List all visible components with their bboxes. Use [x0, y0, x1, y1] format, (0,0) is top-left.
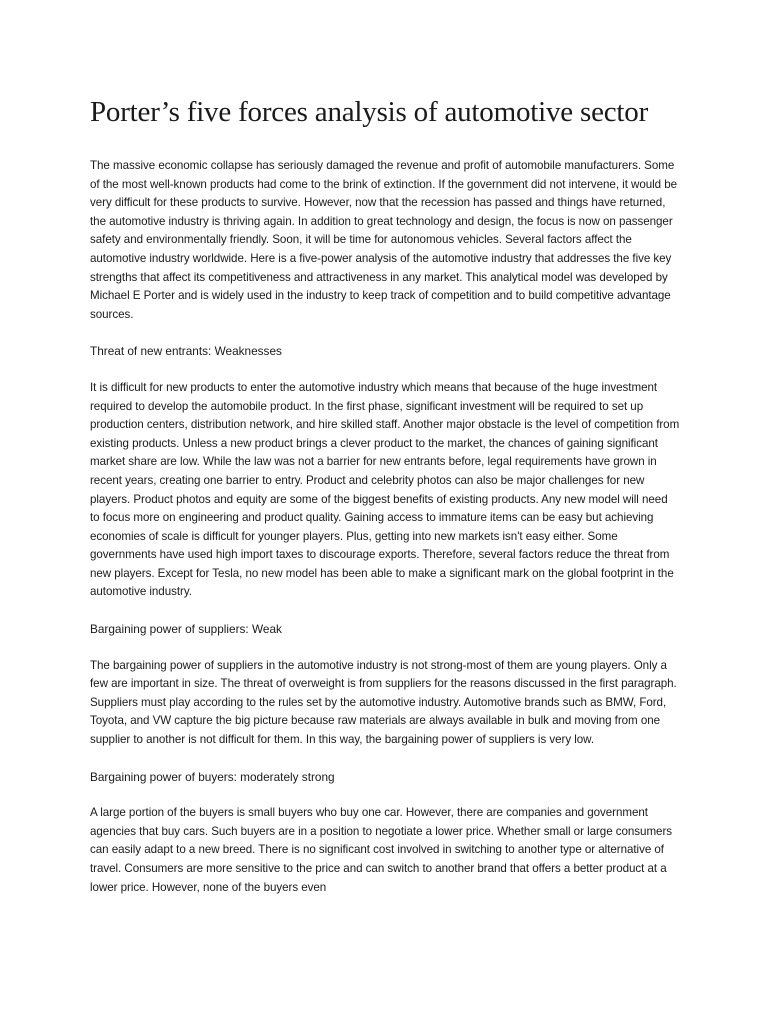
intro-paragraph: The massive economic collapse has seriously damaged the revenue and profit of automobile manufacturers. Some of the most well-known products had come to the brink of extinction. If the government did not intervene, it would be very difficult for these products to survive. However, now that the recession has passed and things have returned, the automotive industry is thriving again. In addition to great technology and design, the focus is now on passenger safety and environmentally friendly. Soon, it will be time for autonomous vehicles. Several factors affect the automotive industry worldwide. Here is a five-power analysis of the automotive industry that addresses the five key strengths that affect its competitiveness and attractiveness in any market. This analytical model was developed by Michael E Porter and is widely used in the industry to keep track of competition and to build competitive advantage sources. [90, 159, 678, 321]
section-heading-buyers: Bargaining power of buyers: moderately strong [90, 769, 335, 784]
section-heading-suppliers: Bargaining power of suppliers: Weak [90, 622, 282, 637]
document-title: Porter’s five forces analysis of automotive sector [90, 96, 649, 128]
buyers-paragraph: A large portion of the buyers is small buyers who buy one car. However, there are companies and government agencies that buy cars. Such buyers are in a position to negotiate a lower price. Whether small or large consumers can easily adapt to a new breed. There is no significant cost involved in switching to another type or alternative of travel. Consumers are more sensitive to the price and can switch to another brand that offers a better product at a lower price. However, none of the buyers even [90, 806, 673, 894]
document-body [90, 157, 680, 915]
suppliers-paragraph: The bargaining power of suppliers in the automotive industry is not strong-most of them are young players. Only a few are important in size. The threat of overweight is from suppliers for the reasons discussed in the first paragraph. Suppliers must play according to the rules set by the automotive industry. Automotive brands such as BMW, Ford, Toyota, and VW capture the big picture because raw materials are always available in bulk and moving from one supplier to another is not difficult for them. In this way, the bargaining power of suppliers is very low. [90, 658, 677, 747]
new-entrants-paragraph: It is difficult for new products to enter the automotive industry which means that because of the huge investment required to develop the automobile product. In the first phase, significant investment will be required to set up production centers, distribution network, and hire skilled staff. Another major obstacle is the level of competition from existing products. Unless a new product brings a clever product to the market, the chances of gaining significant market share are low. While the law was not a barrier for new entrants before, legal requirements have grown in recent years, creating one barrier to entry. Product and celebrity photos can also be major challenges for new players. Product photos and equity are some of the biggest benefits of existing products. Any new model will need to focus more on engineering and product quality. Gaining access to immature items can be easy but achieving economies of scale is difficult for younger players. Plus, getting into new markets isn't easy either. Some governments have used high import taxes to discourage exports. Therefore, several factors reduce the threat from new players. Except for Tesla, no new model has been able to make a significant mark on the global footprint in the automotive industry. [90, 380, 680, 599]
section-heading-new-entrants: Threat of new entrants: Weaknesses [90, 344, 282, 359]
